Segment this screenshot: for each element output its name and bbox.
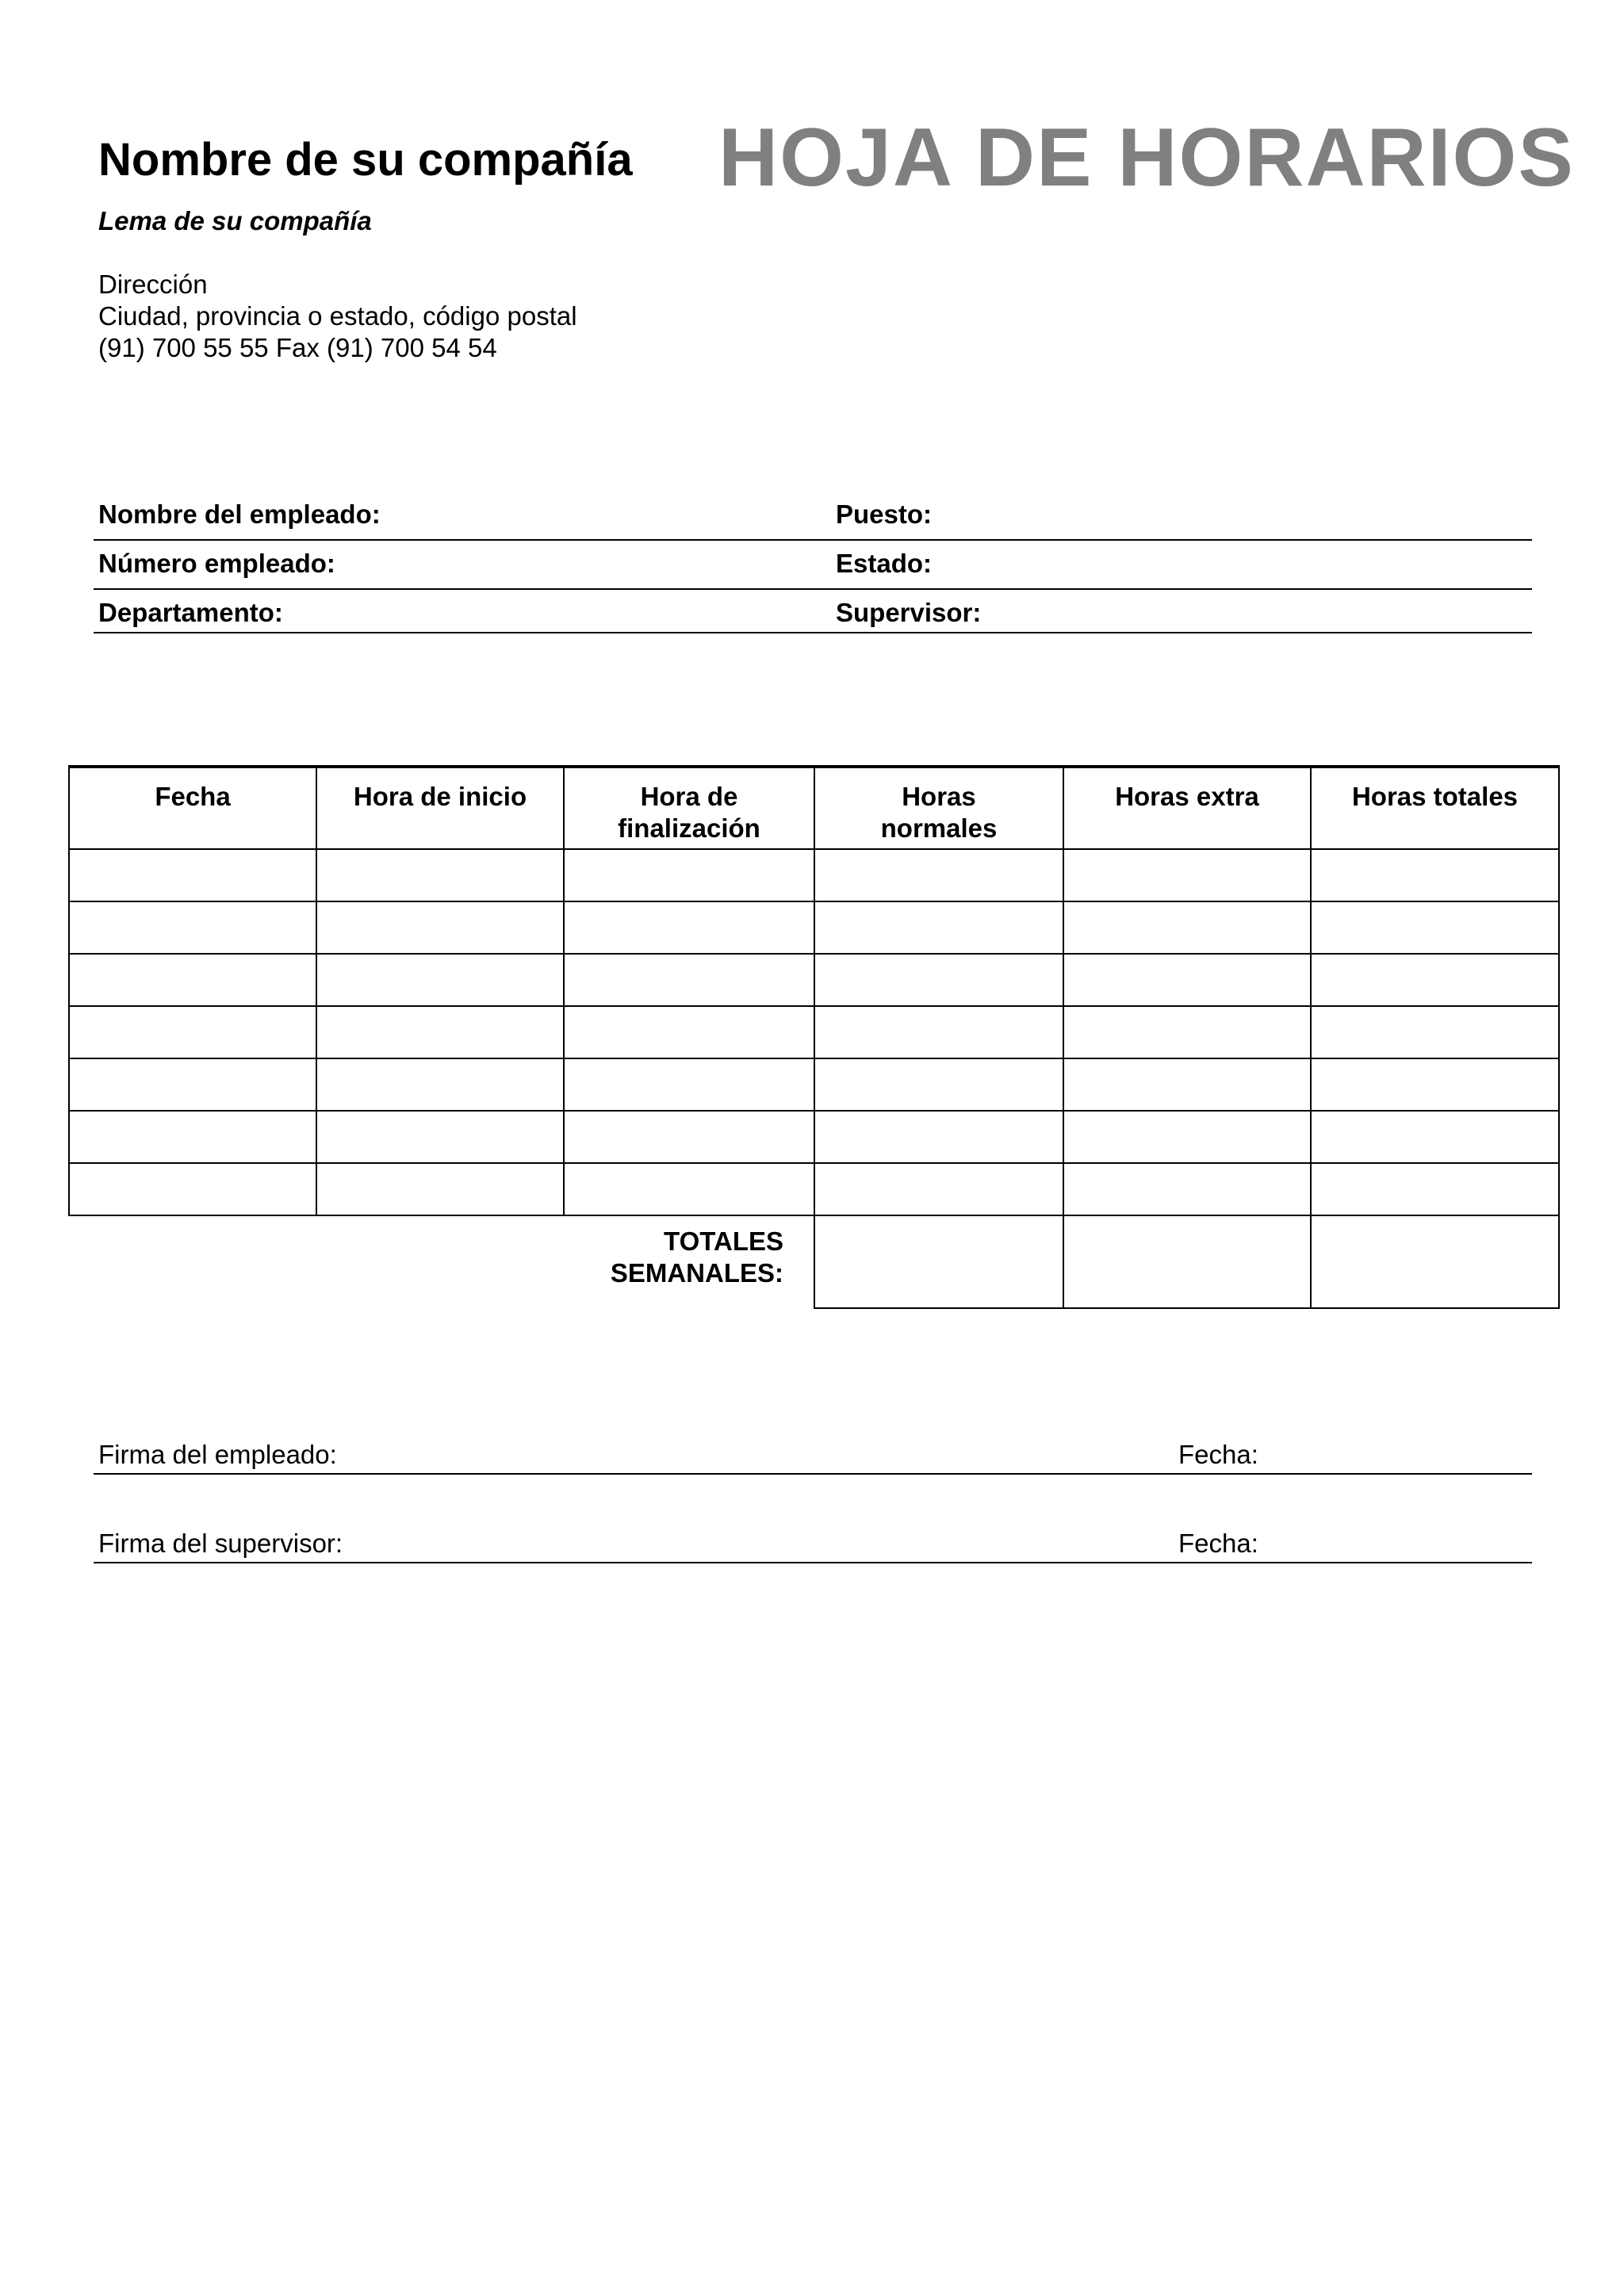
cell-end-time[interactable] [564,901,814,954]
cell-end-time[interactable] [564,954,814,1006]
column-header-overtime: Horas extra [1063,767,1311,849]
cell-end-time[interactable] [564,1111,814,1163]
column-header-regular-hours [814,767,1063,849]
total-overtime-cell[interactable] [1063,1215,1311,1308]
table-row [69,849,1559,901]
info-rule [94,588,1532,590]
cell-overtime[interactable] [1063,1163,1311,1215]
table-row [69,1058,1559,1111]
column-header-end-time [564,767,814,849]
position-label: Puesto: [836,499,933,529]
cell-total-hours[interactable] [1311,1006,1559,1058]
supervisor-label: Supervisor: [836,598,982,627]
cell-date[interactable] [69,1111,316,1163]
cell-date[interactable] [69,849,316,901]
address-line-street: Dirección [98,270,208,299]
cell-overtime[interactable] [1063,1006,1311,1058]
cell-overtime[interactable] [1063,849,1311,901]
cell-date[interactable] [69,1163,316,1215]
cell-start-time[interactable] [316,1111,564,1163]
cell-regular-hours[interactable] [814,1163,1063,1215]
cell-end-time[interactable] [564,1006,814,1058]
column-header-regular-hours-text: Horas normales [880,782,998,843]
cell-end-time[interactable] [564,849,814,901]
cell-date[interactable] [69,954,316,1006]
table-row [69,954,1559,1006]
timesheet-table [68,765,1560,1309]
department-label: Departamento: [98,598,283,627]
cell-regular-hours[interactable] [814,1006,1063,1058]
table-row [69,1163,1559,1215]
cell-start-time[interactable] [316,1006,564,1058]
employee-name-label: Nombre del empleado: [98,499,381,529]
employee-signature-line[interactable] [94,1473,1532,1475]
cell-overtime[interactable] [1063,1111,1311,1163]
info-rule [94,539,1532,541]
cell-regular-hours[interactable] [814,954,1063,1006]
status-label: Estado: [836,549,933,578]
cell-start-time[interactable] [316,1058,564,1111]
company-slogan: Lema de su compañía [98,206,372,235]
total-regular-hours-cell[interactable] [814,1215,1063,1308]
weekly-totals-label [69,1215,814,1308]
employee-signature-label: Firma del empleado: [98,1440,337,1469]
cell-end-time[interactable] [564,1058,814,1111]
document-title: HOJA DE HORARIOS [718,112,1575,204]
cell-overtime[interactable] [1063,901,1311,954]
column-header-date: Fecha [69,767,316,849]
cell-overtime[interactable] [1063,1058,1311,1111]
cell-regular-hours[interactable] [814,1111,1063,1163]
table-row [69,901,1559,954]
cell-start-time[interactable] [316,849,564,901]
cell-regular-hours[interactable] [814,849,1063,901]
column-header-total-hours: Horas totales [1311,767,1559,849]
cell-end-time[interactable] [564,1163,814,1215]
cell-start-time[interactable] [316,901,564,954]
address-line-phone: (91) 700 55 55 Fax (91) 700 54 54 [98,333,497,362]
employee-date-label: Fecha: [1178,1440,1258,1469]
cell-date[interactable] [69,901,316,954]
weekly-totals-row [69,1215,1559,1308]
cell-total-hours[interactable] [1311,1163,1559,1215]
supervisor-date-label: Fecha: [1178,1529,1258,1558]
cell-date[interactable] [69,1006,316,1058]
cell-overtime[interactable] [1063,954,1311,1006]
employee-number-label: Número empleado: [98,549,335,578]
cell-total-hours[interactable] [1311,901,1559,954]
cell-date[interactable] [69,1058,316,1111]
total-hours-cell[interactable] [1311,1215,1559,1308]
table-header-row [69,767,1559,849]
cell-total-hours[interactable] [1311,849,1559,901]
weekly-totals-label-text: TOTALES SEMANALES: [610,1226,783,1288]
table-row [69,1111,1559,1163]
column-header-start-time: Hora de inicio [316,767,564,849]
cell-total-hours[interactable] [1311,1111,1559,1163]
cell-regular-hours[interactable] [814,1058,1063,1111]
cell-total-hours[interactable] [1311,954,1559,1006]
cell-start-time[interactable] [316,1163,564,1215]
info-rule [94,632,1532,633]
supervisor-signature-label: Firma del supervisor: [98,1529,343,1558]
column-header-end-time-text: Hora de finalización [618,782,760,843]
cell-start-time[interactable] [316,954,564,1006]
cell-total-hours[interactable] [1311,1058,1559,1111]
table-row [69,1006,1559,1058]
supervisor-signature-line[interactable] [94,1562,1532,1563]
cell-regular-hours[interactable] [814,901,1063,954]
address-line-city: Ciudad, provincia o estado, código postal [98,301,577,331]
company-name: Nombre de su compañía [98,134,633,186]
